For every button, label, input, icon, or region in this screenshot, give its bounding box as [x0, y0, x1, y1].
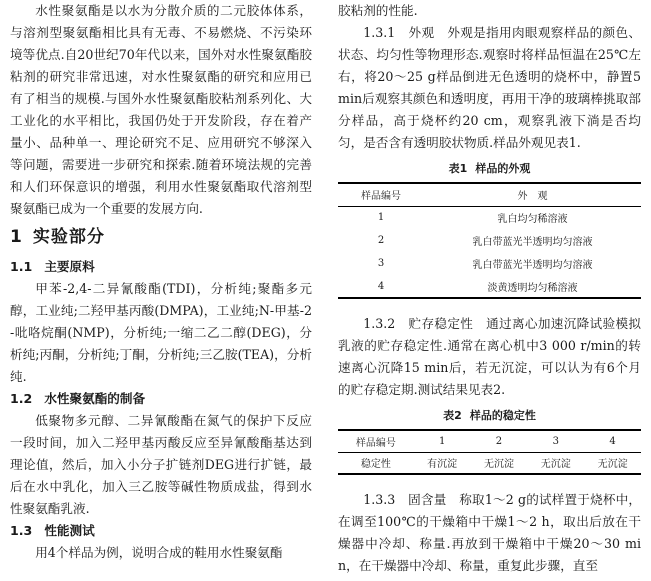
column-header: 4	[609, 435, 616, 447]
test-paragraph: 用4个样品为例，说明合成的鞋用水性聚氨酯	[35, 545, 283, 560]
continuation-paragraph: 胶粘剂的性能.	[338, 3, 418, 18]
stability-table	[338, 429, 641, 475]
table-cell: 有沉淀	[427, 459, 458, 471]
row-header: 样品编号	[355, 437, 396, 449]
materials-paragraph: 甲苯-2,4-二异氰酸酯(TDI)，分析纯;聚酯多元醇，工业纯;二羟甲基丙酸(DMPA)，工业纯;N-甲基-2-吡咯烷酮(NMP)，分析纯;一缩二乙二醇(DEG)，分析纯;丙酮，分析纯;丁酮，分析纯;三乙胺(TEA)，分析纯.	[10, 281, 312, 384]
appearance-paragraph: 1.3.1 外观 外观是指用肉眼观察样品的颜色、状态、均匀性等物理形态.观察时将样品恒温在25℃左右，将20～25 g样品倒进无色透明的烧杯中，静置5 min后观察其颜色和透明度，再用干净的玻璃棒挑取部分样品，高于烧杯约20 cm，观察乳液下淌是否均匀，是否含有透明胶状物质.样品外观见表1.	[338, 25, 641, 150]
table-cell: 2	[377, 235, 385, 246]
table-cell: 4	[377, 280, 385, 292]
solid-content-paragraph: 1.3.3 固含量 称取1～2 g的试样置于烧杯中，在调至100℃的干燥箱中干燥1～2 h，取出后放在干燥器中冷却、称量.再放到干燥箱中干燥20～30 min，在干燥器中冷却、称量，重复此步骤，直至	[338, 492, 641, 573]
section-title: 实验部分	[32, 227, 105, 247]
section-heading-1-3	[10, 520, 312, 542]
section-number: 1.1	[10, 259, 33, 274]
section-heading-1-2	[10, 388, 312, 410]
table-row	[338, 452, 641, 474]
storage-stability-paragraph: 1.3.2 贮存稳定性 通过离心加速沉降试验模拟乳液的贮存稳定性.通常在离心机中3 000 r/min的转速离心沉降15 min后，若无沉淀，可以认为有6个月的贮存稳定期.测试结果见表2.	[338, 316, 641, 397]
table-cell: 无沉淀	[540, 459, 571, 471]
table-number: 表1	[448, 162, 468, 175]
table-row	[338, 275, 641, 298]
right-column	[338, 0, 641, 577]
table-cell: 淡黄透明均匀稀溶液	[487, 282, 578, 294]
table-cell: 无沉淀	[483, 459, 514, 471]
column-header: 样品编号	[361, 191, 401, 203]
table-title: 样品的外观	[475, 162, 531, 175]
table-title: 样品的稳定性	[469, 409, 536, 422]
column-header: 1	[438, 435, 446, 447]
column-header: 3	[552, 435, 559, 447]
table-cell: 1	[377, 212, 385, 224]
table-2-caption	[338, 407, 641, 425]
table-header-row	[338, 430, 641, 452]
table-number: 表2	[443, 409, 462, 422]
table-row	[338, 206, 641, 229]
table-cell: 无沉淀	[597, 459, 628, 471]
column-header: 外 观	[517, 191, 548, 203]
table-header-row	[338, 183, 641, 206]
column-header: 2	[495, 435, 503, 447]
table-row	[338, 252, 641, 275]
appearance-table	[338, 182, 641, 299]
section-title: 性能测试	[44, 523, 95, 538]
table-cell: 乳白带蓝光半透明均匀溶液	[472, 237, 593, 248]
table-1-caption	[338, 160, 641, 178]
section-title: 主要原料	[44, 259, 95, 274]
section-number: 1	[10, 227, 23, 247]
intro-paragraph: 水性聚氨酯是以水为分散介质的二元胶体体系，与溶剂型聚氨酯相比具有无毒、不易燃烧、不污染环境等优点.自20世纪70年代以来，国外对水性聚氨酯胶粘剂的研究非常迅速，对水性聚氨酯的研究和应用已有了相当的规模.与国外水性聚氨酯胶粘剂系列化、大工业化的水平相比，我国仍处于开发阶段，存在着产量小、品种单一、理论研究不足、应用研究不够深入等问题，需要进一步研究和探索.随着环境法规的完善和人们环保意识的增强，利用水性聚氨酯取代溶剂型聚氨酯已成为一个重要的发展方向.	[10, 3, 312, 216]
section-number: 1.2	[10, 391, 33, 406]
table-cell: 3	[377, 258, 385, 269]
table-cell: 乳白带蓝光半透明均匀溶液	[472, 260, 593, 271]
table-row	[338, 229, 641, 252]
section-heading-1	[10, 226, 312, 248]
row-header: 稳定性	[360, 459, 391, 471]
section-title: 水性聚氨酯的制备	[44, 391, 146, 406]
left-column	[10, 0, 312, 564]
section-heading-1-1	[10, 256, 312, 278]
section-number: 1.3	[10, 523, 33, 538]
table-cell: 乳白均匀稀溶液	[497, 214, 568, 226]
preparation-paragraph: 低聚物多元醇、二异氰酸酯在氮气的保护下反应一段时间，加入二羟甲基丙酸反应至异氰酸酯基达到理论值，然后，加入小分子扩链剂DEG进行扩链，最后在水中乳化，加入三乙胺等碱性物质成盐，得到水性聚氨酯乳液.	[10, 413, 312, 516]
